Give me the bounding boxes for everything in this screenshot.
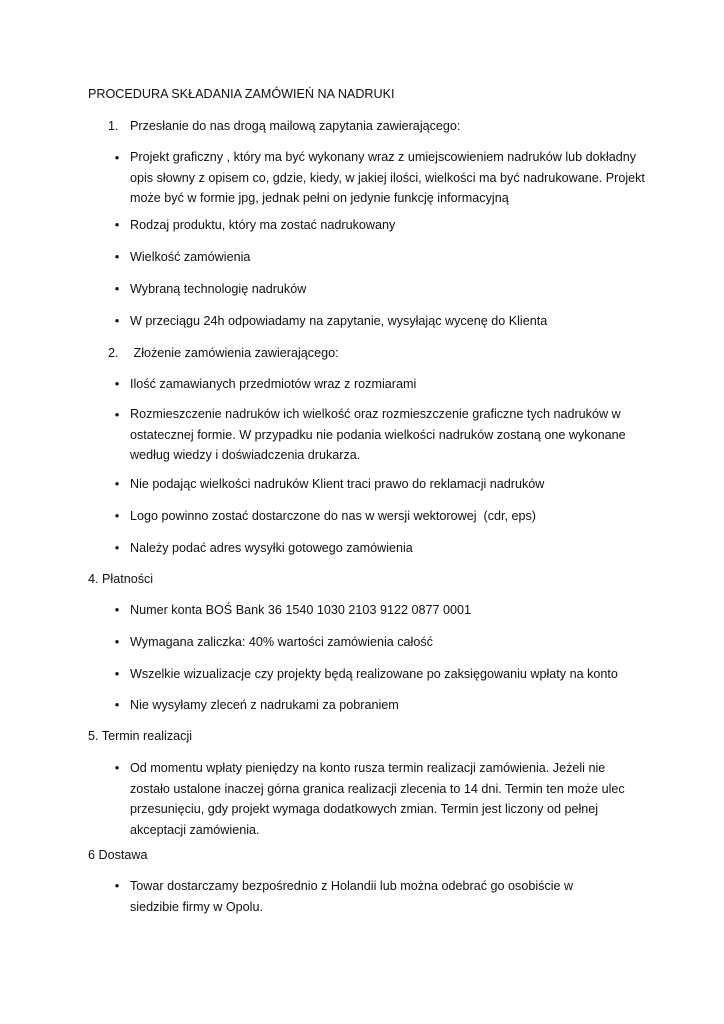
section-6-item-1: Towar dostarczamy bezpośrednio z Holandii lub można odebrać go osobiście w siedzibie firmy w Opolu. — [130, 879, 574, 914]
section-2-item-2: Rozmieszczenie nadruków ich wielkość oraz rozmieszczenie graficzne tych nadruków w ostatecznej formie. W przypadku nie podania wielkości nadruków zostaną one wykonane według wiedzy i doświadczenia drukarza. — [130, 407, 626, 462]
bullet-icon: • — [114, 249, 120, 264]
section-6-heading: 6 Dostawa — [88, 848, 148, 862]
section-1-item-1: Projekt graficzny , który ma być wykonany wraz z umiejscowieniem nadruków lub dokładny opis słowny z opisem co, gdzie, kiedy, w jakiej ilości, wielkości ma być nadrukowane. Projekt może być w formie jpg, jednak pełni on jedynie funkcję informacyjną — [130, 150, 645, 205]
bullet-icon: • — [114, 150, 120, 165]
section-1-item-2: Rodzaj produktu, który ma zostać nadrukowany — [130, 218, 396, 232]
section-4-item-4: Nie wysyłamy zleceń z nadrukami za pobraniem — [130, 698, 399, 712]
bullet-icon: • — [114, 281, 120, 296]
section-1-heading: Przesłanie do nas drogą mailową zapytania zawierającego: — [130, 119, 461, 133]
section-4-item-3: Wszelkie wizualizacje czy projekty będą realizowane po zaksięgowaniu wpłaty na konto — [130, 667, 618, 681]
section-2-heading: Złożenie zamówienia zawierającego: — [130, 346, 339, 360]
bullet-icon: • — [114, 634, 120, 649]
bullet-icon: • — [114, 878, 120, 893]
bullet-icon: • — [114, 697, 120, 712]
bullet-icon: • — [114, 602, 120, 617]
section-4-item-1: Numer konta BOŚ Bank 36 1540 1030 2103 9122 0877 0001 — [130, 603, 471, 617]
section-2-item-5: Należy podać adres wysyłki gotowego zamówienia — [130, 541, 413, 555]
section-2-number: 2. — [108, 346, 119, 360]
section-1-number: 1. — [108, 119, 119, 133]
section-1-item-5: W przeciągu 24h odpowiadamy na zapytanie, wysyłając wycenę do Klienta — [130, 314, 548, 328]
bullet-icon: • — [114, 760, 120, 775]
section-1-item-3: Wielkość zamówienia — [130, 250, 251, 264]
document-title: PROCEDURA SKŁADANIA ZAMÓWIEŃ NA NADRUKI — [88, 87, 395, 101]
section-5-item-1: Od momentu wpłaty pieniędzy na konto rusza termin realizacji zamówienia. Jeżeli nie zostało ustalone inaczej górna granica realizacji zlecenia to 14 dni. Termin ten może ulec przesunięciu, gdy projekt wymaga dodatkowych zmian. Termin jest liczony od pełnej akceptacji zamówienia. — [130, 761, 625, 837]
section-2-item-1: Ilość zamawianych przedmiotów wraz z rozmiarami — [130, 377, 417, 391]
section-2-item-4: Logo powinno zostać dostarczone do nas w wersji wektorowej (cdr, eps) — [130, 509, 537, 523]
section-1-item-4: Wybraną technologię nadruków — [130, 282, 307, 296]
bullet-icon: • — [114, 508, 120, 523]
bullet-icon: • — [114, 476, 120, 491]
section-5-heading: 5. Termin realizacji — [88, 729, 193, 743]
bullet-icon: • — [114, 376, 120, 391]
section-4-heading: 4. Płatności — [88, 572, 154, 586]
section-4-item-2: Wymagana zaliczka: 40% wartości zamówienia całość — [130, 635, 433, 649]
bullet-icon: • — [114, 540, 120, 555]
bullet-icon: • — [114, 666, 120, 681]
bullet-icon: • — [114, 313, 120, 328]
bullet-icon: • — [114, 217, 120, 232]
section-2-item-3: Nie podając wielkości nadruków Klient traci prawo do reklamacji nadruków — [130, 477, 545, 491]
bullet-icon: • — [114, 407, 120, 422]
